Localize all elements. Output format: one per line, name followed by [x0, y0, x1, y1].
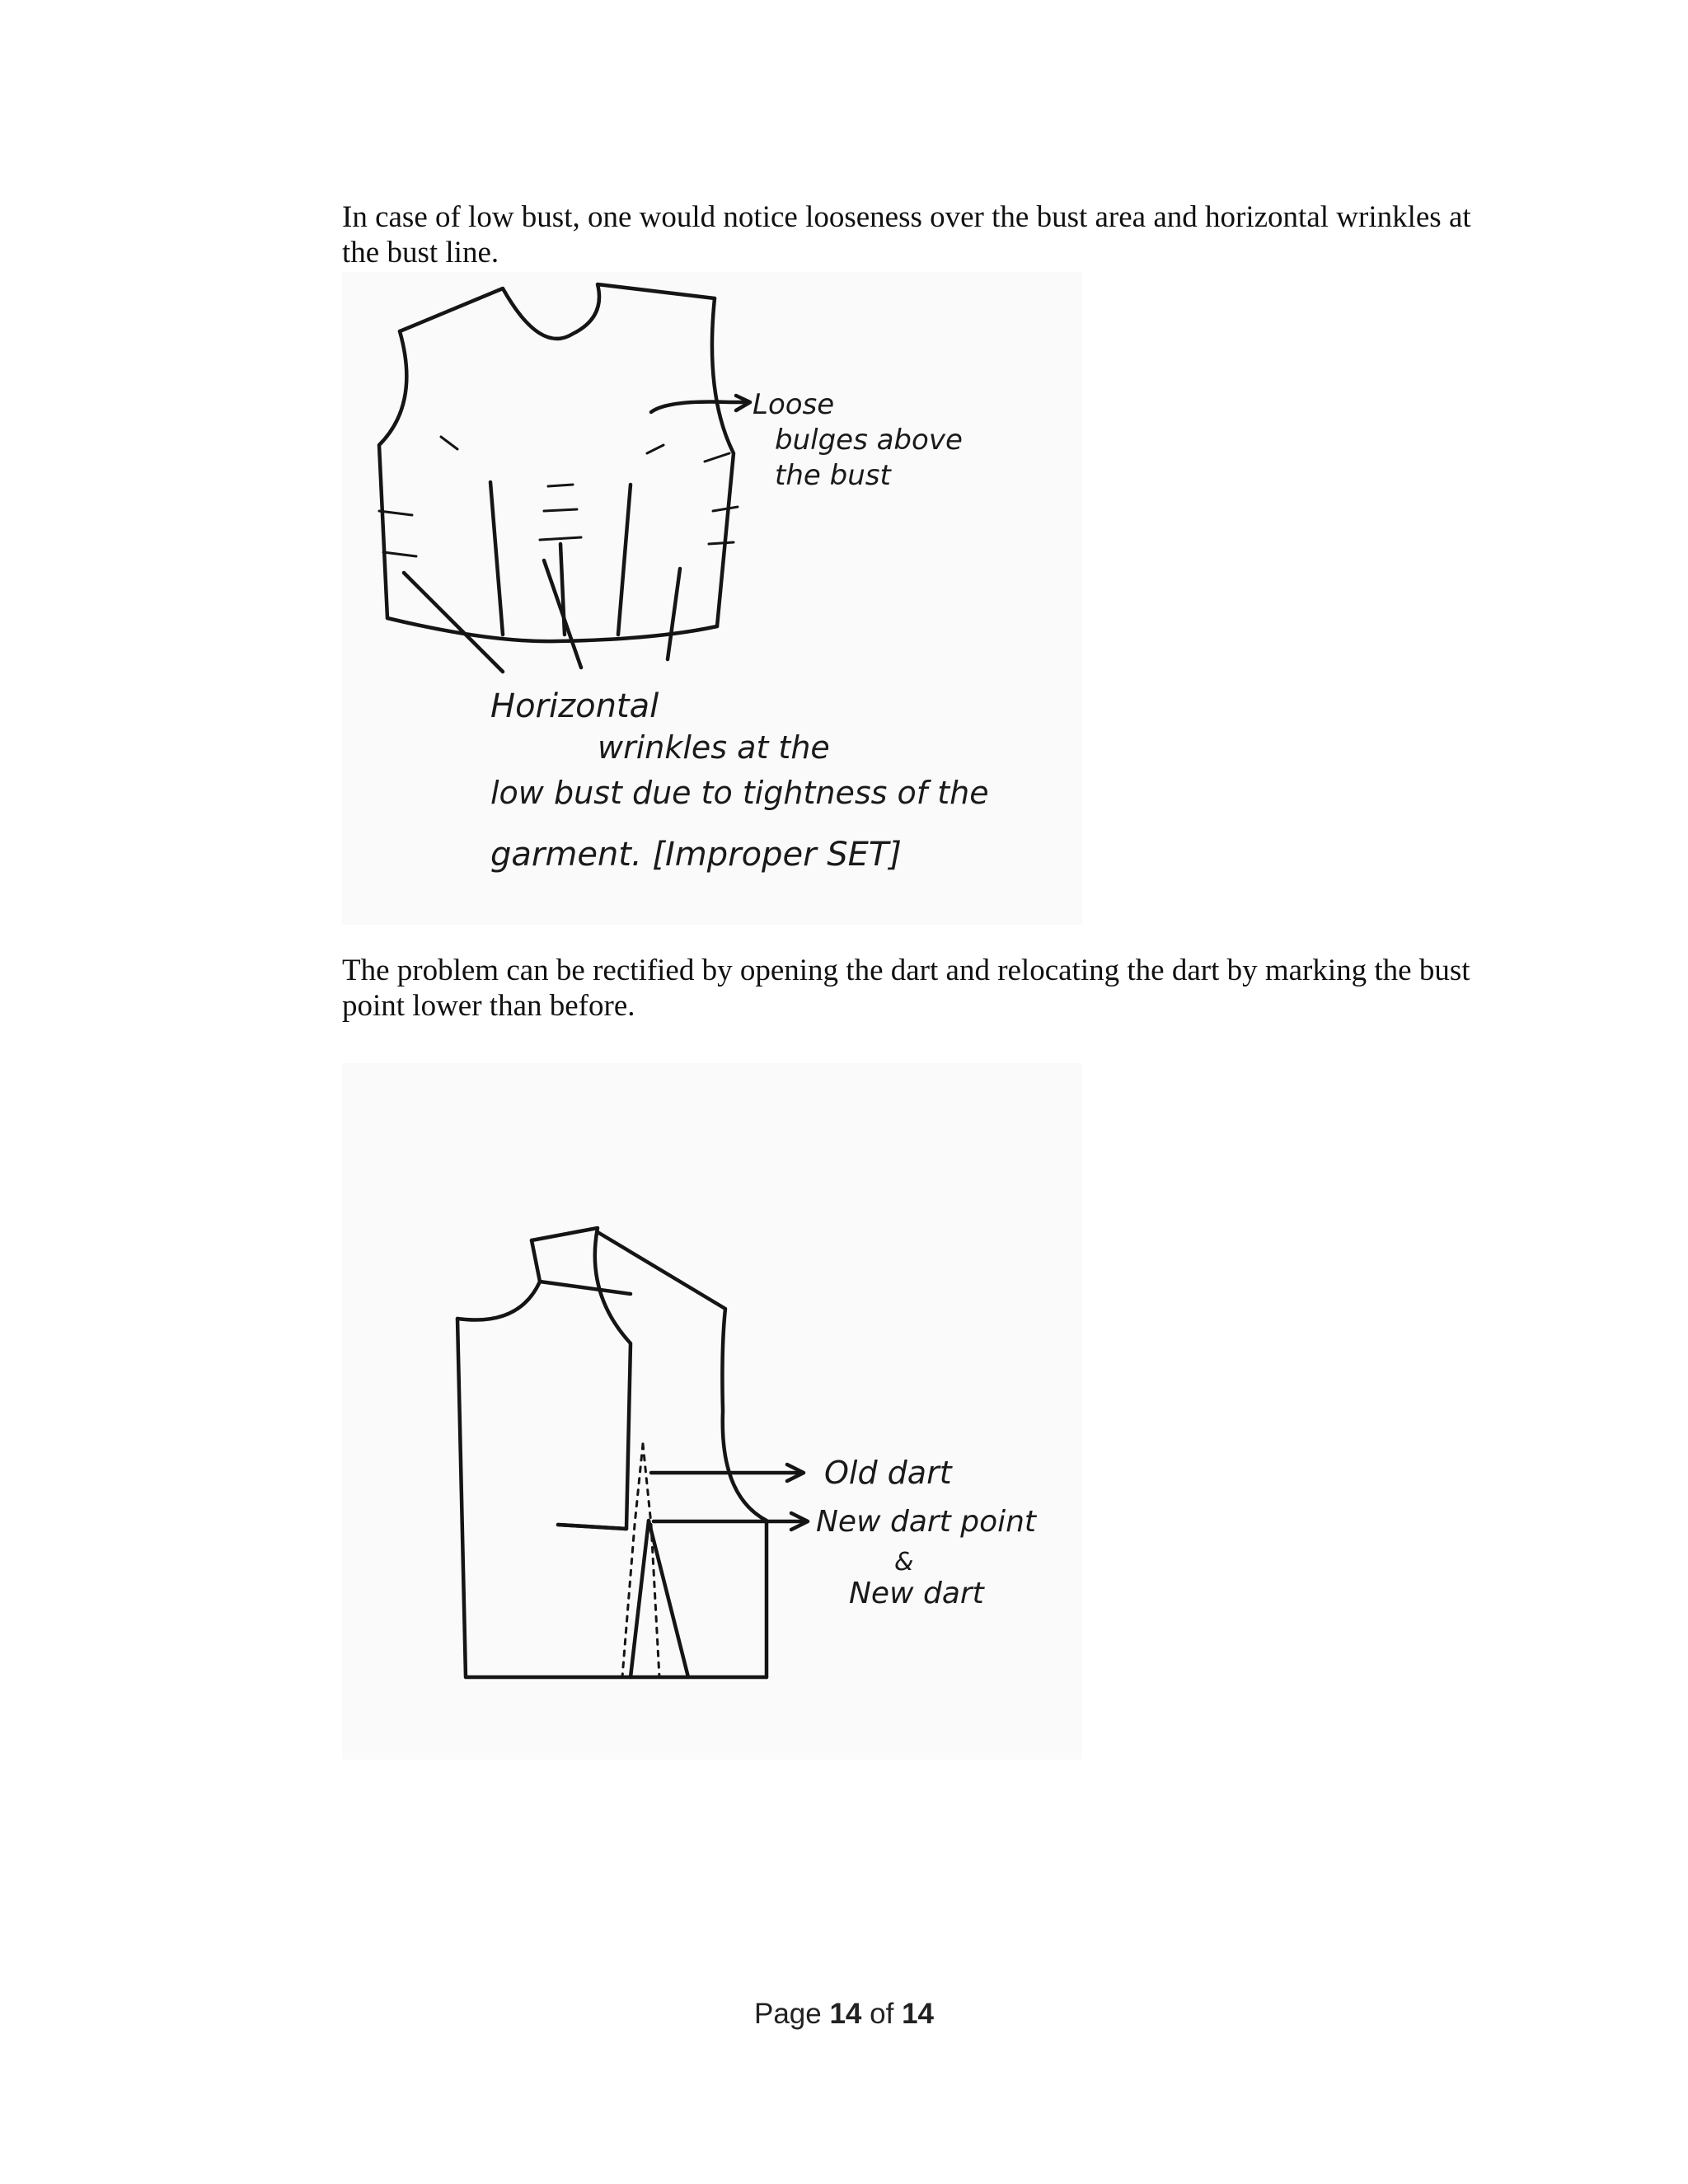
old-dart-left — [622, 1444, 643, 1677]
footer-total-pages: 14 — [902, 1998, 935, 2030]
label-new-dart-point: New dart point — [816, 1505, 1037, 1539]
footer-prefix: Page — [753, 1998, 822, 2030]
label-bulges: bulges above — [775, 424, 963, 457]
pattern-side-lower — [532, 1228, 631, 1529]
label-garment: garment. [Improper SET] — [490, 836, 902, 874]
left-dart — [490, 482, 503, 635]
label-loose: Loose — [753, 388, 835, 421]
arrow-loose — [651, 402, 746, 413]
left-armhole — [379, 331, 406, 618]
pattern-shoulder — [457, 1282, 540, 1320]
bodice-pattern-drawing — [342, 1063, 1082, 1760]
new-dart-left — [631, 1521, 649, 1677]
page-footer — [0, 1998, 1688, 2031]
label-the-bust: the bust — [775, 459, 891, 492]
neckline-shoulders — [400, 284, 715, 339]
pattern-hem — [558, 1525, 626, 1529]
bodice-pattern-sketch — [342, 1063, 1082, 1760]
wrinkle-marks — [379, 437, 738, 556]
label-new-dart: New dart — [849, 1577, 984, 1610]
label-ampersand: & — [894, 1548, 914, 1577]
label-horizontal: Horizontal — [490, 687, 659, 725]
pattern-left-bottom — [457, 1319, 767, 1677]
footer-current-page: 14 — [829, 1998, 862, 2030]
label-old-dart: Old dart — [824, 1455, 952, 1491]
waistline — [387, 618, 717, 641]
bodice-front-sketch — [342, 272, 1082, 925]
right-armhole — [712, 298, 734, 626]
pattern-neck — [532, 1240, 631, 1294]
footer-sep: of — [870, 1998, 894, 2030]
label-low-bust: low bust due to tightness of the — [490, 775, 989, 811]
pattern-right-armhole — [598, 1232, 767, 1677]
arrow-wrinkle-1 — [404, 573, 503, 672]
paragraph-rectify: The problem can be rectified by opening the dart and relocating the dart by marking the bust point lower than before. — [342, 954, 1470, 1023]
paragraph-low-bust: In case of low bust, one would notice looseness over the bust area and horizontal wrinkles at the bust line. — [342, 200, 1471, 269]
arrow-wrinkle-3 — [668, 569, 680, 659]
bodice-front-drawing — [342, 272, 1082, 925]
right-dart — [618, 485, 631, 635]
label-wrinkles: wrinkles at the — [598, 729, 830, 766]
